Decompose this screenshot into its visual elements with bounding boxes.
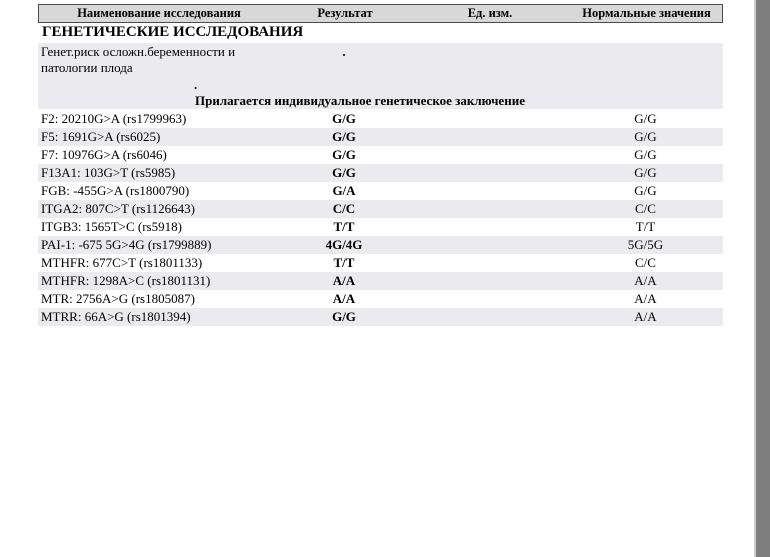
test-name: MTR: 2756A>G (rs1805087) <box>41 291 195 306</box>
panel-title-row <box>38 43 723 60</box>
test-name: F7: 10976G>A (rs6046) <box>41 147 167 162</box>
test-result: T/T <box>333 219 355 234</box>
results-rows <box>38 110 723 326</box>
table-row <box>38 290 723 308</box>
test-name: FGB: -455G>A (rs1800790) <box>41 183 190 198</box>
panel-note: Прилагается индивидуальное генетическое заключение <box>195 93 525 108</box>
panel-note-marker: . <box>194 77 198 92</box>
test-result: G/A <box>332 183 356 198</box>
table-row <box>38 218 723 236</box>
table-row <box>38 254 723 272</box>
test-normal-value: 5G/5G <box>627 237 664 252</box>
table-header <box>38 4 723 23</box>
column-header-result: Результат <box>317 6 373 20</box>
test-result: 4G/4G <box>325 237 363 252</box>
section-title-genetic-tests: ГЕНЕТИЧЕСКИЕ ИССЛЕДОВАНИЯ <box>42 24 304 40</box>
panel-test-name-line2: патологии плода <box>41 60 133 75</box>
test-result: A/A <box>332 291 356 306</box>
test-result: G/G <box>332 129 356 144</box>
test-normal-value: C/C <box>635 201 656 216</box>
test-normal-value: G/G <box>634 129 657 144</box>
test-result: G/G <box>332 165 356 180</box>
table-row <box>38 200 723 218</box>
column-header-test-name: Наименование исследования <box>77 6 241 20</box>
test-name: F13A1: 103G>T (rs5985) <box>41 165 176 180</box>
table-row <box>38 164 723 182</box>
column-header-normal-values: Нормальные значения <box>582 6 711 20</box>
test-normal-value: T/T <box>635 219 656 234</box>
test-name: MTHFR: 1298A>C (rs1801131) <box>41 273 211 288</box>
test-normal-value: A/A <box>634 309 657 324</box>
test-name: F5: 1691G>A (rs6025) <box>41 129 161 144</box>
test-name: F2: 20210G>A (rs1799963) <box>41 111 187 126</box>
test-name: ITGB3: 1565T>C (rs5918) <box>41 219 182 234</box>
table-row <box>38 110 723 128</box>
table-row <box>38 272 723 290</box>
test-normal-value: G/G <box>634 147 657 162</box>
test-result: T/T <box>333 255 355 270</box>
table-row <box>38 236 723 254</box>
test-result: A/A <box>332 273 356 288</box>
test-normal-value: G/G <box>634 165 657 180</box>
table-row <box>38 308 723 326</box>
test-name: PAI-1: -675 5G>4G (rs1799889) <box>41 237 212 252</box>
test-name: MTHFR: 677C>T (rs1801133) <box>41 255 203 270</box>
test-name: MTRR: 66A>G (rs1801394) <box>41 309 191 324</box>
panel-test-name-line1: Генет.риск осложн.беременности и <box>41 44 236 59</box>
test-normal-value: G/G <box>634 183 657 198</box>
table-row <box>38 182 723 200</box>
test-normal-value: A/A <box>634 291 657 306</box>
scrollbar[interactable] <box>756 0 770 557</box>
test-normal-value: A/A <box>634 273 657 288</box>
column-header-unit: Ед. изм. <box>467 6 513 20</box>
table-row <box>38 146 723 164</box>
test-result: G/G <box>332 111 356 126</box>
test-normal-value: G/G <box>634 111 657 126</box>
test-result: C/C <box>332 201 356 216</box>
test-name: ITGA2: 807C>T (rs1126643) <box>41 201 195 216</box>
test-result: G/G <box>332 147 356 162</box>
test-normal-value: C/C <box>635 255 656 270</box>
table-row <box>38 128 723 146</box>
test-result: G/G <box>332 309 356 324</box>
panel-result-placeholder: . <box>342 44 346 59</box>
test-panel <box>38 43 723 109</box>
